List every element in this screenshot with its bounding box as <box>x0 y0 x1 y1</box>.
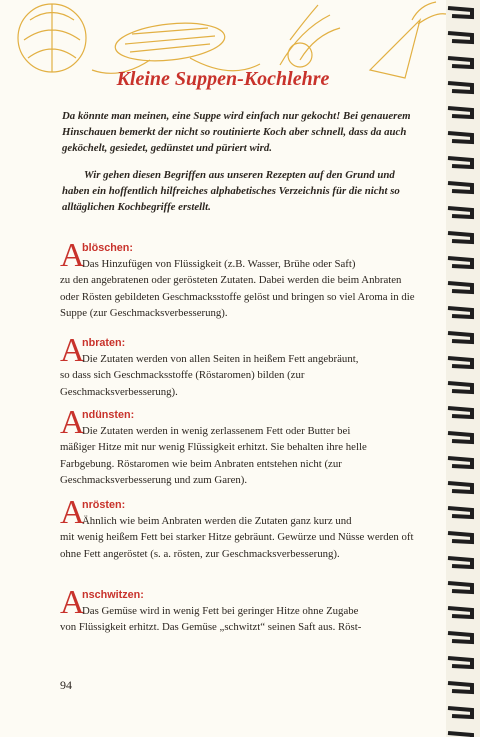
intro-paragraph-1: Da könnte man meinen, eine Suppe wird einfach nur gekocht! Bei genauerem Hinschauen bemerkt der nicht so routinierte Koch aber schnell, dass da auch geköchelt, gesiedet, gedünstet und püriert wird. <box>62 110 411 154</box>
spiral-coil <box>448 8 472 17</box>
entry-term: nbraten: <box>82 337 126 349</box>
spiral-coil <box>448 733 472 737</box>
glossary-entry-anduensten <box>60 405 420 489</box>
spiral-coil <box>448 633 472 642</box>
entry-body: mäßiger Hitze mit nur wenig Flüssigkeit erhitzt. Sie behalten ihre helle Farbgebung. Röstaromen wie beim Anbraten entstehen nicht (zur Geschmacksverbesserung und zum Garen). <box>60 441 367 486</box>
spiral-coil <box>448 508 472 517</box>
entry-body: so dass sich Geschmacksstoffe (Röstaromen) bilden (zur Geschmacksverbesserung). <box>60 369 305 398</box>
entry-first-line: Ähnlich wie beim Anbraten werden die Zutaten ganz kurz und <box>82 515 352 527</box>
entry-first-line: Das Hinzufügen von Flüssigkeit (z.B. Wasser, Brühe oder Saft) <box>82 258 356 270</box>
spiral-coil <box>448 408 472 417</box>
entry-term: blöschen: <box>82 242 133 254</box>
spiral-coil <box>448 133 472 142</box>
spiral-coil <box>448 83 472 92</box>
drop-cap: A <box>60 237 85 274</box>
glossary-entry-abloeschen <box>60 238 420 322</box>
spiral-coil <box>448 158 472 167</box>
drop-cap: A <box>60 494 85 531</box>
entry-term: nrösten: <box>82 499 126 511</box>
drop-cap: A <box>60 332 85 369</box>
spiral-coil <box>448 583 472 592</box>
spiral-coil <box>448 308 472 317</box>
glossary-entry-anroesten <box>60 495 420 562</box>
spiral-coil <box>448 358 472 367</box>
entry-term: nschwitzen: <box>82 589 144 601</box>
glossary-entry-anschwitzen <box>60 585 420 636</box>
intro-paragraph-2: Wir gehen diesen Begriffen aus unseren Rezepten auf den Grund und haben ein hoffentlich hilfreiches alphabetisches Verzeichnis für die nicht so alltäglichen Kochbegriffe erstellt. <box>62 169 400 213</box>
entry-term: ndünsten: <box>82 409 135 421</box>
entry-body: mit wenig heißem Fett bei starker Hitze gebräunt. Gewürze und Nüsse werden oft ohne Fett angeröstet (s. a. rösten, zur Geschmacksverbesserung). <box>60 531 414 560</box>
spiral-coil <box>448 233 472 242</box>
spiral-coil <box>448 383 472 392</box>
spiral-coil <box>448 183 472 192</box>
spiral-coil <box>448 458 472 467</box>
entry-first-line: Das Gemüse wird in wenig Fett bei geringer Hitze ohne Zugabe <box>82 605 359 617</box>
entry-first-line: Die Zutaten werden von allen Seiten in heißem Fett angebräunt, <box>82 353 359 365</box>
spiral-coil <box>448 558 472 567</box>
spiral-coil <box>448 208 472 217</box>
spiral-coil <box>448 533 472 542</box>
spiral-coil <box>448 708 472 717</box>
spiral-coil <box>448 658 472 667</box>
entry-body: von Flüssigkeit erhitzt. Das Gemüse „schwitzt“ seinen Saft aus. Röst- <box>60 621 362 633</box>
spiral-coil <box>448 333 472 342</box>
spiral-coil <box>448 258 472 267</box>
spiral-coil <box>448 433 472 442</box>
drop-cap: A <box>60 404 85 441</box>
vegetable-illustration <box>0 0 446 110</box>
spiral-coil <box>448 683 472 692</box>
drop-cap: A <box>60 584 85 621</box>
spiral-coil <box>448 108 472 117</box>
spiral-coil <box>448 33 472 42</box>
glossary-entry-anbraten <box>60 333 420 400</box>
page-number: 94 <box>60 678 72 692</box>
entry-first-line: Die Zutaten werden in wenig zerlassenem Fett oder Butter bei <box>82 425 351 437</box>
spiral-coil <box>448 608 472 617</box>
spiral-binding <box>446 0 480 737</box>
page-title: Kleine Suppen-Kochlehre <box>116 68 330 90</box>
spiral-coil <box>448 283 472 292</box>
spiral-coil <box>448 483 472 492</box>
spiral-coil <box>448 58 472 67</box>
entry-body: zu den angebratenen oder gerösteten Zutaten. Dabei werden die beim Anbraten oder Rösten gebildeten Geschmacksstoffe gelöst und bringen so viel Aroma in die Suppe (zur Geschmacksverbesserung). <box>60 274 415 319</box>
